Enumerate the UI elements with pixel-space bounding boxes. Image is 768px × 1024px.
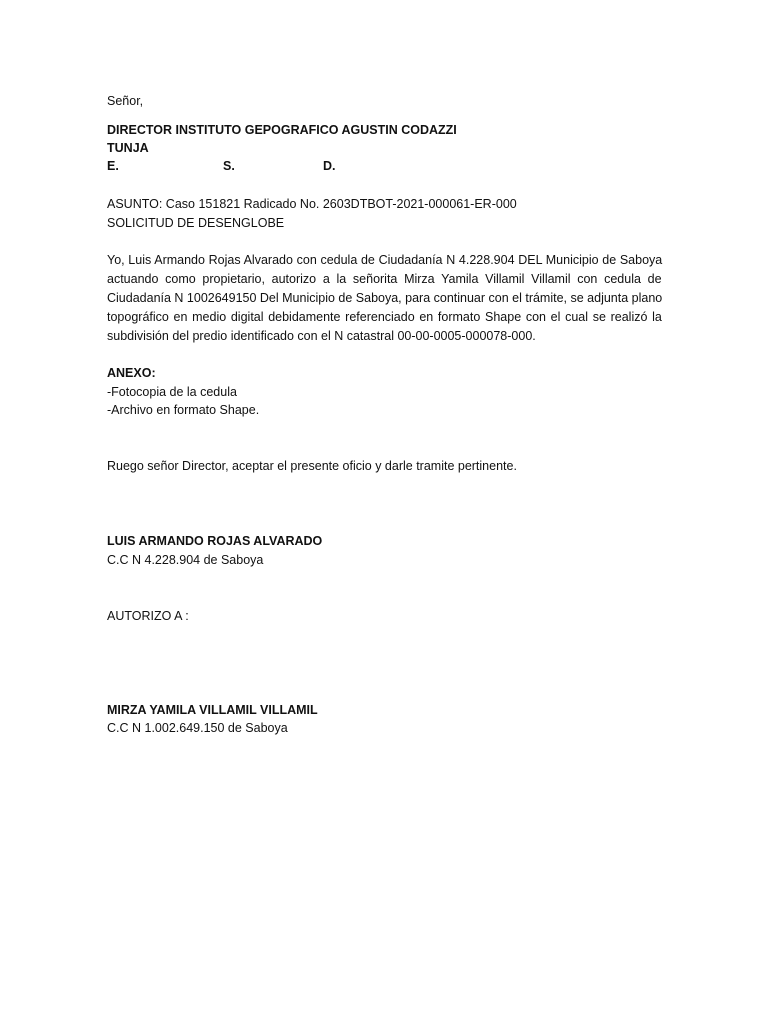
body-line: Yo, Luis Armando Rojas Alvarado con cedula de Ciudadanía N 4.228.904 DEL Municipio de Saboya — [107, 253, 663, 267]
esd-s: S. — [223, 159, 235, 173]
body-line: actuando como propietario, autorizo a la señorita Mirza Yamila Villamil Villamil con cedula de — [107, 272, 662, 286]
authorize-label: AUTORIZO A : — [107, 609, 189, 623]
authorized-name: MIRZA YAMILA VILLAMIL VILLAMIL — [107, 703, 318, 717]
annex-item: -Fotocopia de la cedula — [107, 385, 237, 399]
signer-name: LUIS ARMANDO ROJAS ALVARADO — [107, 534, 323, 548]
esd-d: D. — [323, 159, 336, 173]
annex-item: -Archivo en formato Shape. — [107, 403, 260, 417]
body-line: topográfico en medio digital debidamente referenciado en formato Shape con el cual se realizó la — [107, 310, 662, 324]
subject-title: SOLICITUD DE DESENGLOBE — [107, 216, 285, 230]
annex-heading: ANEXO: — [107, 366, 156, 380]
subject-line: ASUNTO: Caso 151821 Radicado No. 2603DTBOT-2021-000061-ER-000 — [107, 197, 517, 211]
body-line: Ciudadanía N 1002649150 Del Municipio de Saboya, para continuar con el trámite, se adjunta plano — [107, 291, 663, 305]
recipient-esd — [107, 157, 407, 175]
signer-id: C.C N 4.228.904 de Saboya — [107, 553, 264, 567]
body-line: subdivisión del predio identificado con el N catastral 00-00-0005-000078-000. — [107, 329, 536, 343]
closing-text: Ruego señor Director, aceptar el presente oficio y darle tramite pertinente. — [107, 459, 517, 473]
recipient-city: TUNJA — [107, 141, 149, 155]
esd-e: E. — [107, 159, 119, 173]
authorized-id: C.C N 1.002.649.150 de Saboya — [107, 721, 288, 735]
recipient-title: DIRECTOR INSTITUTO GEPOGRAFICO AGUSTIN CODAZZI — [107, 123, 457, 137]
salutation: Señor, — [107, 94, 144, 108]
